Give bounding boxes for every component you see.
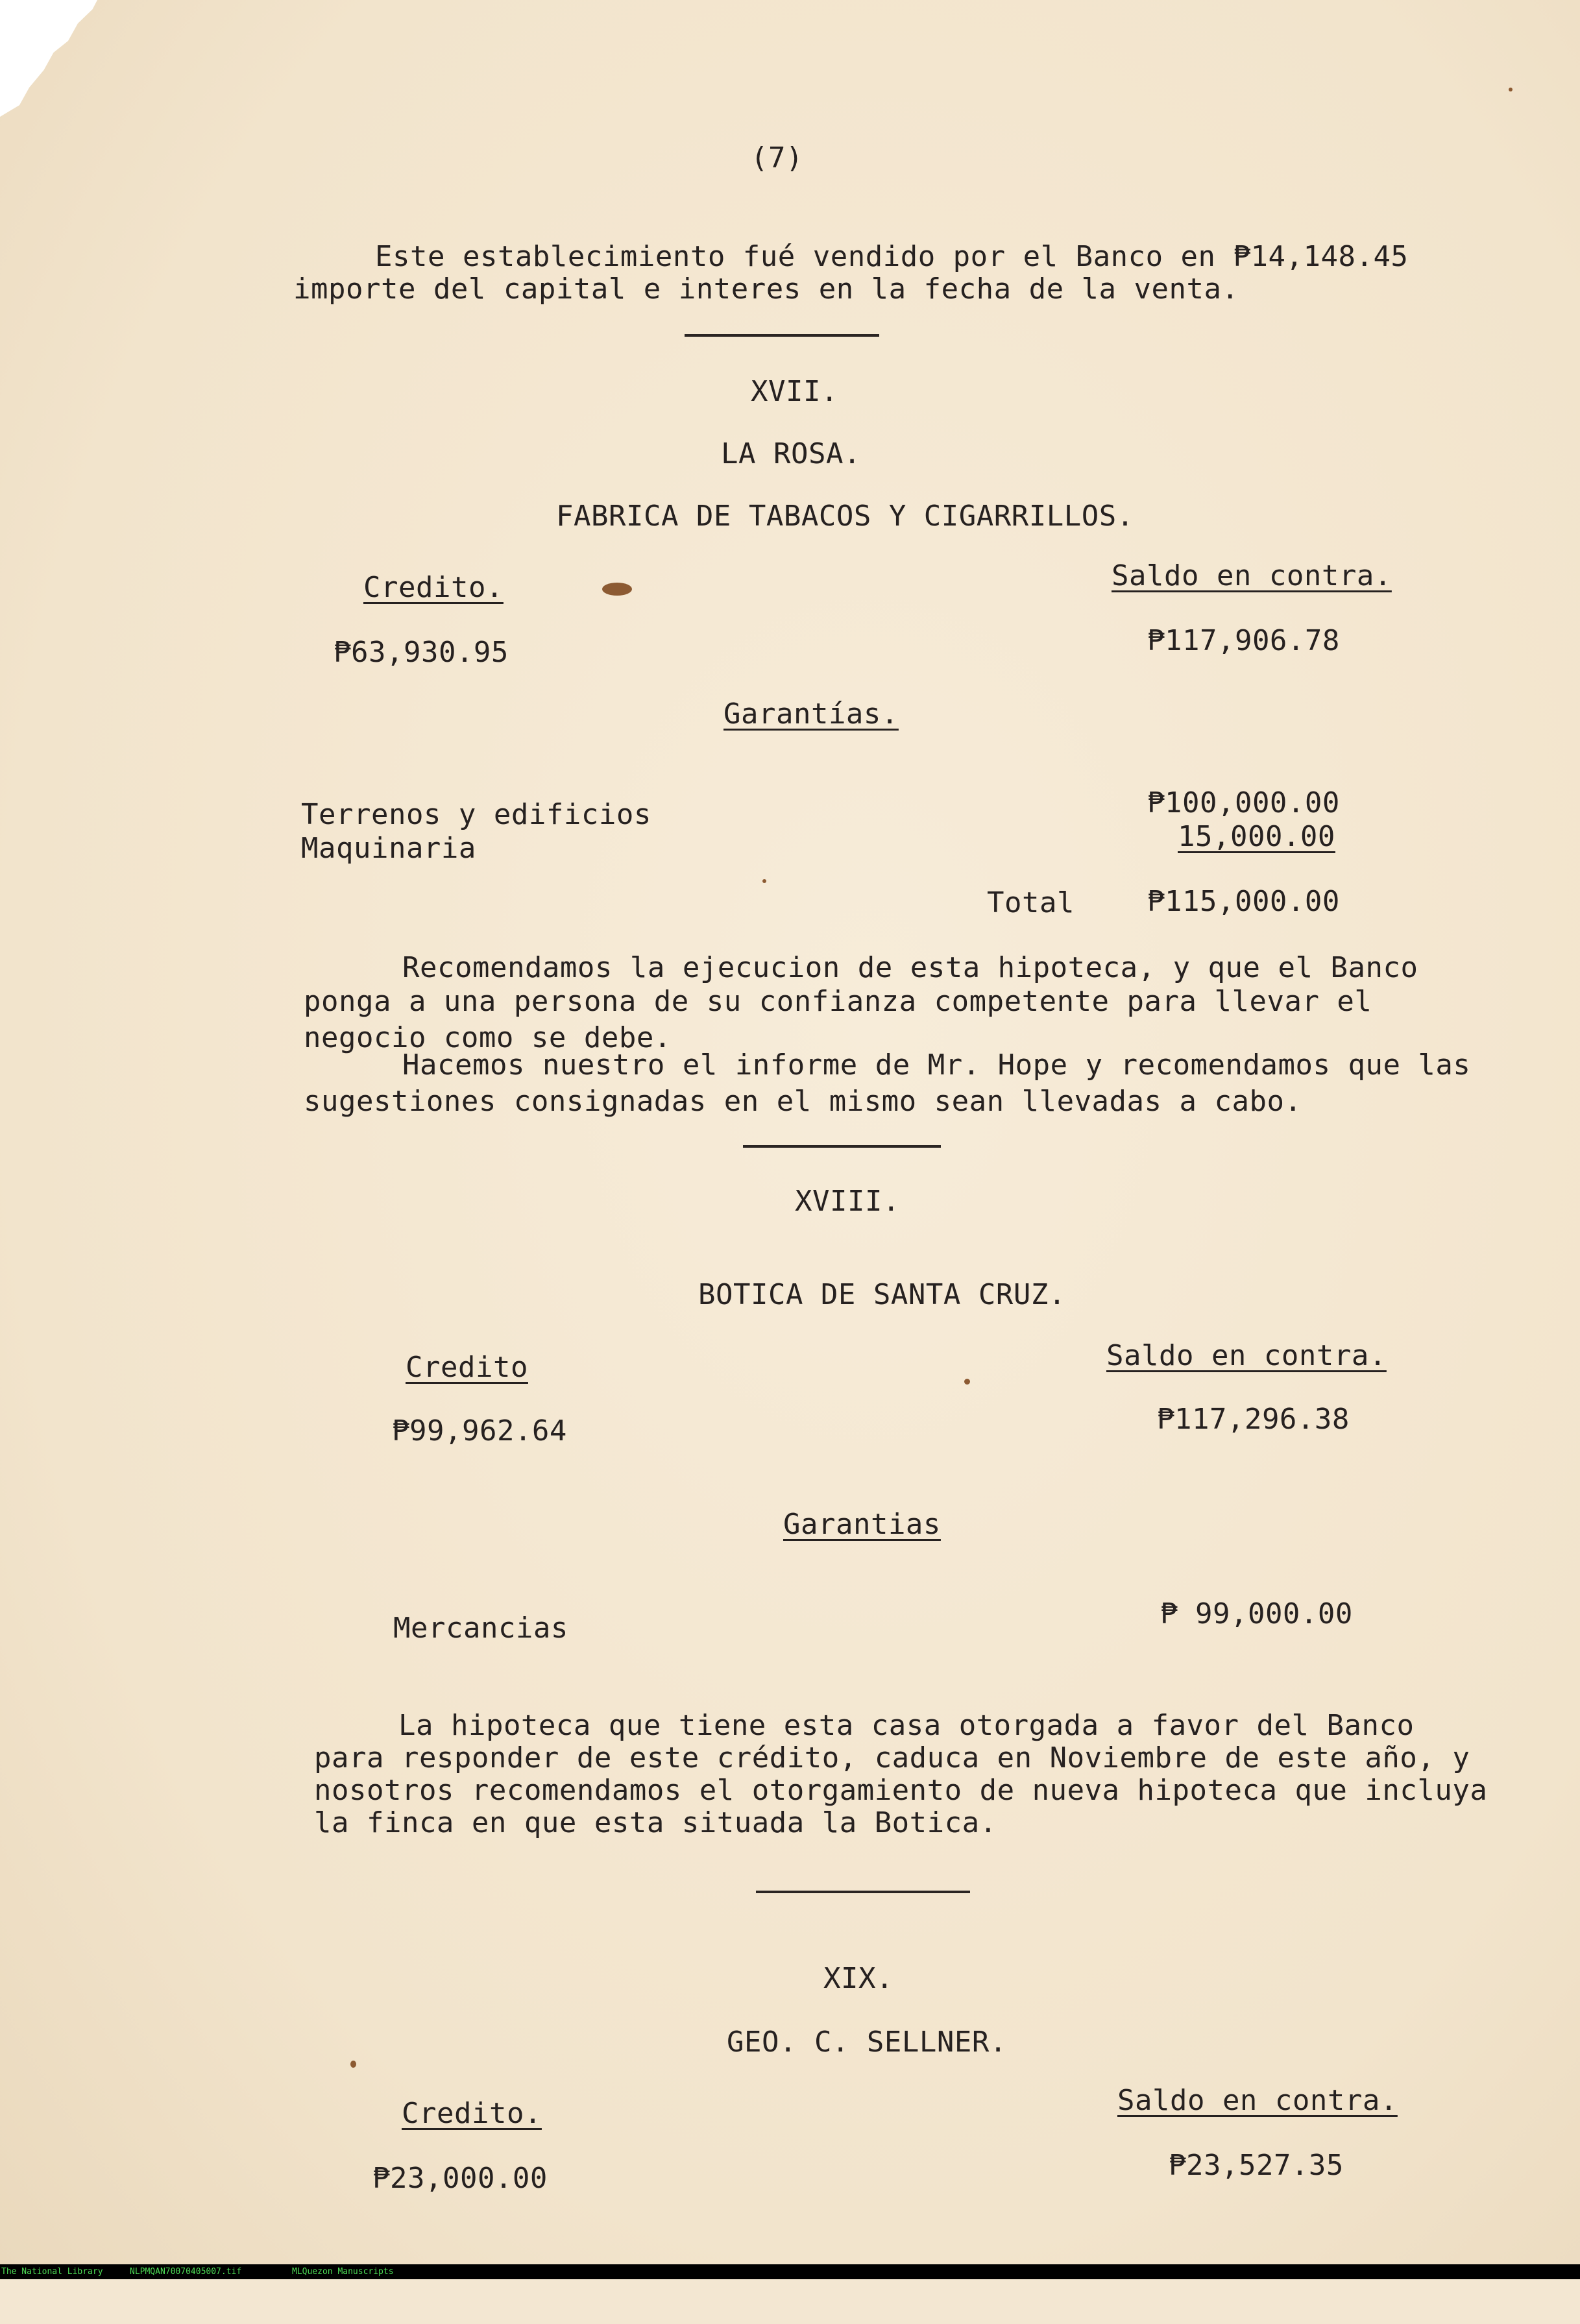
section-18-numeral: XVIII. bbox=[795, 1185, 900, 1218]
page-number: (7) bbox=[751, 141, 803, 175]
intro-line-1: Este establecimiento fué vendido por el Banco en ₱14,148.45 bbox=[375, 240, 1409, 273]
section-17-name: LA ROSA. bbox=[721, 437, 861, 470]
saldo-label: Saldo en contra. bbox=[1106, 1339, 1387, 1372]
scan-footer bbox=[0, 2264, 1580, 2279]
credito-label: Credito. bbox=[363, 571, 504, 604]
speck bbox=[1509, 88, 1513, 91]
paragraph-line: Recomendamos la ejecucion de esta hipoteca, y que el Banco bbox=[402, 951, 1418, 984]
divider bbox=[743, 1145, 941, 1148]
garantias-label: Garantías. bbox=[723, 697, 899, 731]
saldo-label: Saldo en contra. bbox=[1112, 559, 1392, 592]
saldo-value: ₱117,296.38 bbox=[1157, 1403, 1350, 1436]
paragraph-line: para responder de este crédito, caduca en Noviembre de este año, y bbox=[314, 1741, 1470, 1774]
paragraph-line: ponga a una persona de su confianza competente para llevar el bbox=[304, 985, 1372, 1018]
paragraph-line: Hacemos nuestro el informe de Mr. Hope y recomendamos que las bbox=[402, 1048, 1471, 1082]
guarantee-item-value: 15,000.00 bbox=[1178, 820, 1335, 853]
saldo-label: Saldo en contra. bbox=[1117, 2084, 1398, 2117]
speck bbox=[762, 879, 766, 883]
section-19-numeral: XIX. bbox=[823, 1962, 893, 1995]
credito-label: Credito bbox=[406, 1351, 528, 1384]
credito-label: Credito. bbox=[402, 2097, 542, 2130]
garantias-label: Garantias bbox=[783, 1508, 941, 1541]
credito-value: ₱63,930.95 bbox=[334, 636, 509, 669]
divider bbox=[756, 1891, 970, 1893]
speck bbox=[964, 1379, 970, 1385]
section-17-numeral: XVII. bbox=[751, 375, 838, 408]
paragraph-line: sugestiones consignadas en el mismo sean llevadas a cabo. bbox=[304, 1085, 1302, 1118]
saldo-value: ₱23,527.35 bbox=[1169, 2149, 1344, 2182]
speck bbox=[350, 2061, 356, 2068]
guarantee-item-label: Terrenos y edificios bbox=[301, 798, 651, 831]
guarantee-item-value: ₱ 99,000.00 bbox=[1160, 1597, 1353, 1630]
credito-value: ₱99,962.64 bbox=[392, 1414, 567, 1447]
guarantee-item-label: Maquinaria bbox=[301, 832, 476, 865]
section-17-subtitle: FABRICA DE TABACOS Y CIGARRILLOS. bbox=[556, 500, 1134, 533]
ink-stain bbox=[602, 583, 632, 596]
total-value: ₱115,000.00 bbox=[1147, 885, 1340, 918]
torn-corner bbox=[0, 0, 97, 117]
saldo-value: ₱117,906.78 bbox=[1147, 624, 1340, 657]
credito-value: ₱23,000.00 bbox=[372, 2162, 548, 2195]
guarantee-item-value: ₱100,000.00 bbox=[1147, 786, 1340, 819]
paragraph-line: negocio como se debe. bbox=[304, 1021, 672, 1054]
footer-collection: MLQuezon Manuscripts bbox=[292, 2267, 394, 2277]
footer-file: NLPMQAN70070405007.tif bbox=[130, 2267, 242, 2277]
section-19-name: GEO. C. SELLNER. bbox=[727, 2026, 1007, 2059]
total-label: Total bbox=[987, 886, 1075, 919]
footer-library: The National Library bbox=[1, 2267, 103, 2277]
paragraph-line: La hipoteca que tiene esta casa otorgada a favor del Banco bbox=[398, 1709, 1415, 1742]
paragraph-line: nosotros recomendamos el otorgamiento de nueva hipoteca que incluya bbox=[314, 1774, 1488, 1807]
intro-line-2: importe del capital e interes en la fecha de la venta. bbox=[293, 272, 1239, 306]
divider bbox=[685, 334, 879, 337]
paragraph-line: la finca en que esta situada la Botica. bbox=[314, 1806, 997, 1839]
guarantee-item-label: Mercancias bbox=[393, 1612, 568, 1645]
section-18-name: BOTICA DE SANTA CRUZ. bbox=[698, 1278, 1066, 1311]
